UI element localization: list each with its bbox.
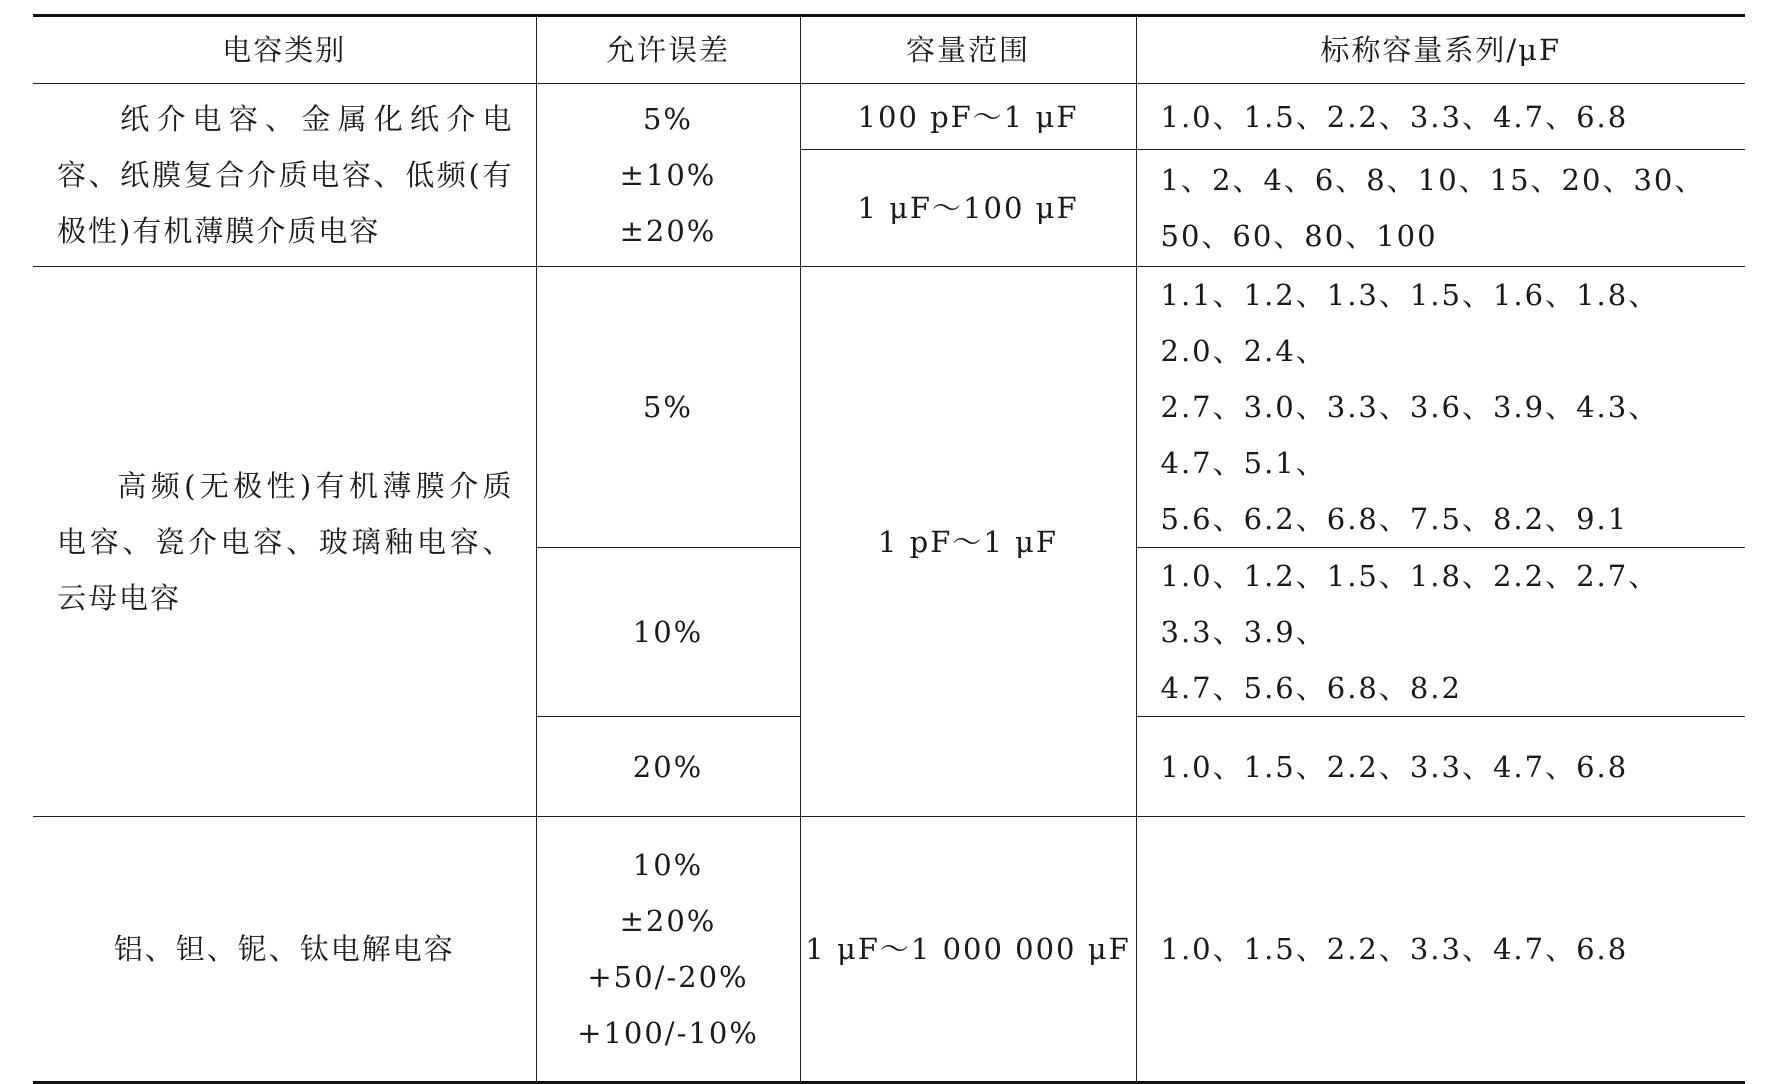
header-range: 容量范围	[800, 16, 1136, 84]
category-text: 高频(无极性)有机薄膜介质电容、瓷介电容、玻璃釉电容、云母电容	[57, 468, 514, 615]
tolerance-cell	[536, 84, 800, 267]
series-cell	[1136, 817, 1745, 1083]
header-series: 标称容量系列/μF	[1136, 16, 1745, 84]
tolerance-cell: 20%	[536, 717, 800, 817]
tolerance-value: ±20%	[619, 214, 717, 248]
tolerance-value: +50/-20%	[587, 960, 749, 994]
header-category: 电容类别	[33, 16, 536, 84]
series-cell	[1136, 267, 1745, 548]
category-text: 纸介电容、金属化纸介电容、纸膜复合介质电容、低频(有极性)有机薄膜介质电容	[57, 102, 514, 248]
range-cell: 100 pF～1 μF	[800, 84, 1136, 150]
series-line: 1.0、1.5、2.2、3.3、4.7、6.8	[1160, 749, 1629, 784]
series-line: 1.0、1.2、1.5、1.8、2.2、2.7、3.3、3.9、	[1160, 559, 1660, 649]
header-row	[33, 16, 1745, 84]
series-line: 1.0、1.5、2.2、3.3、4.7、6.8	[1160, 932, 1629, 966]
range-cell: 1 μF～1 000 000 μF	[800, 817, 1136, 1083]
series-line: 1.0、1.5、2.2、3.3、4.7、6.8	[1160, 99, 1629, 134]
table-row	[33, 817, 1745, 1083]
series-line: 2.7、3.0、3.3、3.6、3.9、4.3、4.7、5.1、	[1160, 390, 1660, 480]
capacitor-table-container	[33, 14, 1745, 1084]
category-cell	[33, 267, 536, 817]
series-line: 5.6、6.2、6.8、7.5、8.2、9.1	[1160, 502, 1629, 536]
tolerance-value: 10%	[632, 848, 704, 882]
tolerance-value: 5%	[642, 102, 693, 136]
tolerance-cell: 5%	[536, 267, 800, 548]
tolerance-value: ±20%	[619, 904, 717, 938]
category-cell: 铝、钽、铌、钛电解电容	[33, 817, 536, 1083]
series-cell	[1136, 150, 1745, 267]
header-tolerance: 允许误差	[536, 16, 800, 84]
tolerance-cell: 10%	[536, 548, 800, 717]
series-cell	[1136, 84, 1745, 150]
tolerance-cell	[536, 817, 800, 1083]
tolerance-value: +100/-10%	[577, 1016, 759, 1050]
tolerance-value: ±10%	[619, 158, 717, 192]
series-line: 1、2、4、6、8、10、15、20、30、50、60、80、100	[1160, 163, 1706, 253]
category-cell	[33, 84, 536, 267]
series-cell	[1136, 717, 1745, 817]
range-cell: 1 pF～1 μF	[800, 267, 1136, 817]
table-row	[33, 267, 1745, 548]
series-line: 1.1、1.2、1.3、1.5、1.6、1.8、2.0、2.4、	[1160, 278, 1660, 368]
range-cell: 1 μF～100 μF	[800, 150, 1136, 267]
series-cell	[1136, 548, 1745, 717]
capacitor-series-table	[33, 14, 1745, 1084]
series-line: 4.7、5.6、6.8、8.2	[1160, 671, 1462, 705]
table-row	[33, 84, 1745, 150]
